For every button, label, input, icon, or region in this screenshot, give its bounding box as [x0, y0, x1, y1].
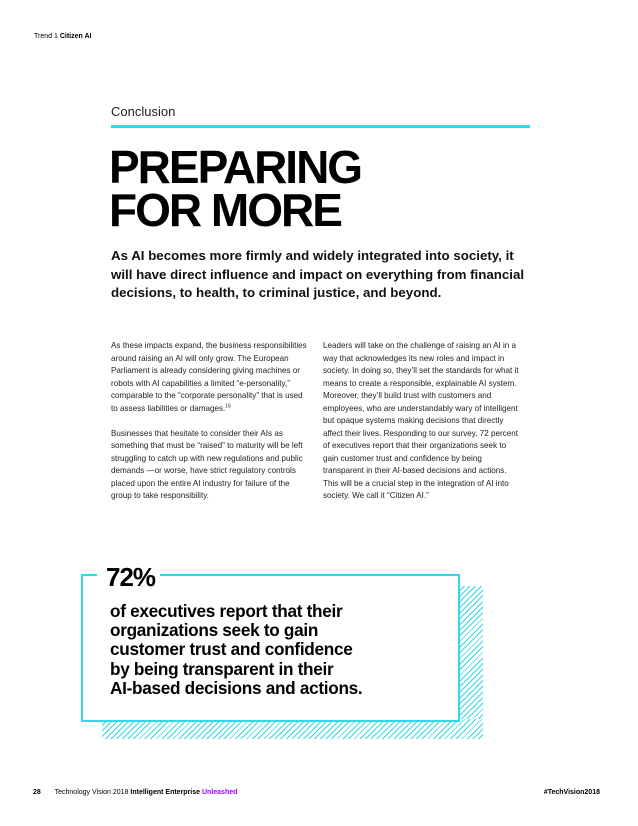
callout-line: by being transparent in their [110, 658, 334, 679]
body-paragraph [111, 340, 308, 415]
running-head-topic: Citizen AI [59, 33, 92, 40]
callout-line: organizations seek to gain [110, 620, 319, 641]
callout-line: AI-based decisions and actions. [110, 677, 363, 698]
body-paragraph-text: As these impacts expand, the business responsibilities around raising an AI will only grow. The European Parliament is already considering giving machines or robots with AI capabilities a limited “e-personality,” comparable to the “corporate personality” that is used to assess liabilities or damages. [111, 341, 307, 413]
callout-hatch-side [458, 586, 483, 719]
callout-line: of executives report that their [110, 601, 343, 621]
section-divider [111, 125, 530, 128]
footer-publication: Technology Vision 2018 [54, 789, 129, 796]
body-column-2 [323, 340, 520, 515]
page-number: 28 [33, 789, 41, 796]
section-label: Conclusion [111, 104, 176, 119]
footer-series: Intelligent Enterprise [130, 789, 201, 796]
callout-line: customer trust and confidence [110, 639, 353, 660]
page-footer [33, 789, 237, 796]
title-line-1: PREPARING [109, 141, 362, 193]
callout-stat: 72% [106, 562, 156, 592]
running-head [34, 33, 91, 40]
page-title [109, 141, 362, 236]
lead-paragraph: As AI becomes more firmly and widely integrated into society, it will have direct influence and impact on everything from financial decisions, to health, to criminal justice, and beyond. [111, 248, 525, 300]
running-head-trend: Trend 1 [34, 33, 58, 40]
footer-series-accent: Unleashed [201, 789, 238, 796]
title-line-2: FOR MORE [109, 184, 341, 236]
callout-hatch-bottom [102, 719, 483, 739]
footer-hashtag: #TechVision2018 [543, 789, 600, 796]
body-paragraph: Businesses that hesitate to consider their AIs as something that must be “raised” to maturity will be left struggling to catch up with new regulations and public demands —or worse, have strict regulatory controls placed upon the entire AI industry for failure of the group to take responsibility. [111, 428, 303, 500]
callout-text [110, 602, 450, 698]
body-paragraph: Leaders will take on the challenge of raising an AI in a way that acknowledges its new roles and impact in society. In doing so, they’ll set the standards for what it means to create a responsible, explainable AI system. Moreover, they’ll build trust with customers and employees, who are understandably wary of intelligent but opaque systems making decisions that directly affect their lives. Responding to our survey, 72 percent of executives report that their organizations seek to gain customer trust and confidence by being transparent in their AI-based decisions and actions. This will be a crucial step in the integration of AI into society. We call it “Citizen AI.” [323, 341, 519, 500]
body-column-1 [111, 340, 308, 515]
footnote-marker: 16 [225, 402, 231, 409]
